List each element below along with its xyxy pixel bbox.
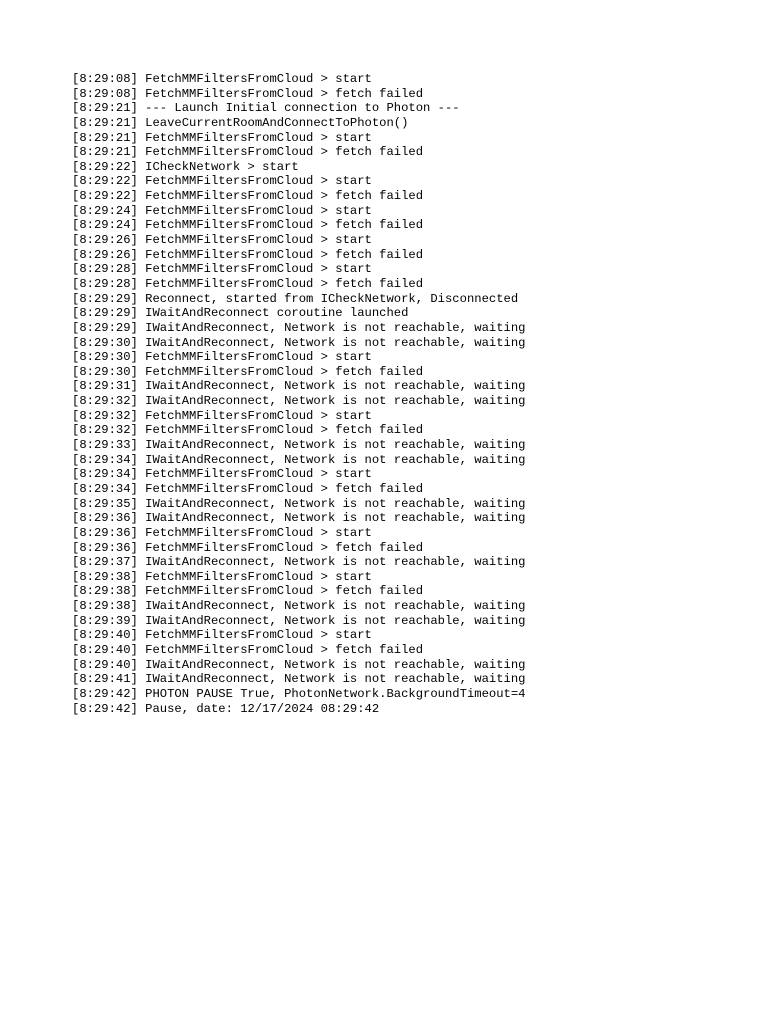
log-line: [8:29:38] FetchMMFiltersFromCloud > start xyxy=(72,569,372,584)
log-line: [8:29:21] LeaveCurrentRoomAndConnectToPhoton() xyxy=(72,115,409,130)
log-line: [8:29:08] FetchMMFiltersFromCloud > fetch failed xyxy=(72,86,424,101)
log-line: [8:29:40] FetchMMFiltersFromCloud > start xyxy=(72,628,372,643)
log-line: [8:29:36] FetchMMFiltersFromCloud > fetch failed xyxy=(72,540,424,555)
log-line: [8:29:24] FetchMMFiltersFromCloud > start xyxy=(72,203,372,218)
log-line: [8:29:39] IWaitAndReconnect, Network is not reachable, waiting xyxy=(72,613,526,628)
log-line: [8:29:36] FetchMMFiltersFromCloud > start xyxy=(72,525,372,540)
log-line: [8:29:30] IWaitAndReconnect, Network is not reachable, waiting xyxy=(72,335,526,350)
log-line: [8:29:08] FetchMMFiltersFromCloud > start xyxy=(72,72,372,86)
log-line: [8:29:42] PHOTON PAUSE True, PhotonNetwork.BackgroundTimeout=4 xyxy=(72,686,526,701)
log-line: [8:29:31] IWaitAndReconnect, Network is not reachable, waiting xyxy=(72,379,526,394)
log-line: [8:29:28] FetchMMFiltersFromCloud > fetch failed xyxy=(72,276,424,291)
log-line: [8:29:21] FetchMMFiltersFromCloud > fetch failed xyxy=(72,145,424,160)
log-line: [8:29:26] FetchMMFiltersFromCloud > start xyxy=(72,233,372,248)
log-line: [8:29:22] FetchMMFiltersFromCloud > fetch failed xyxy=(72,189,424,204)
log-line: [8:29:26] FetchMMFiltersFromCloud > fetch failed xyxy=(72,247,424,262)
log-line: [8:29:29] IWaitAndReconnect, Network is not reachable, waiting xyxy=(72,320,526,335)
log-line: [8:29:29] IWaitAndReconnect coroutine launched xyxy=(72,306,409,321)
log-line: [8:29:28] FetchMMFiltersFromCloud > start xyxy=(72,262,372,277)
log-line: [8:29:42] Pause, date: 12/17/2024 08:29:42 xyxy=(72,701,380,716)
log-line: [8:29:30] FetchMMFiltersFromCloud > start xyxy=(72,350,372,365)
log-line: [8:29:21] FetchMMFiltersFromCloud > start xyxy=(72,130,372,145)
log-line: [8:29:32] FetchMMFiltersFromCloud > start xyxy=(72,408,372,423)
log-line: [8:29:41] IWaitAndReconnect, Network is not reachable, waiting xyxy=(72,672,526,687)
log-line: [8:29:33] IWaitAndReconnect, Network is not reachable, waiting xyxy=(72,438,526,453)
log-line: [8:29:21] --- Launch Initial connection to Photon --- xyxy=(72,101,460,116)
log-line: [8:29:24] FetchMMFiltersFromCloud > fetch failed xyxy=(72,218,424,233)
log-line: [8:29:22] ICheckNetwork > start xyxy=(72,159,299,174)
log-line: [8:29:22] FetchMMFiltersFromCloud > start xyxy=(72,174,372,189)
log-line: [8:29:35] IWaitAndReconnect, Network is not reachable, waiting xyxy=(72,496,526,511)
log-line: [8:29:40] IWaitAndReconnect, Network is not reachable, waiting xyxy=(72,657,526,672)
log-line: [8:29:32] IWaitAndReconnect, Network is not reachable, waiting xyxy=(72,394,526,409)
log-line: [8:29:32] FetchMMFiltersFromCloud > fetch failed xyxy=(72,423,424,438)
log-line: [8:29:29] Reconnect, started from ICheckNetwork, Disconnected xyxy=(72,291,519,306)
log-line: [8:29:34] FetchMMFiltersFromCloud > fetch failed xyxy=(72,481,424,496)
log-line: [8:29:36] IWaitAndReconnect, Network is not reachable, waiting xyxy=(72,511,526,526)
log-line: [8:29:38] IWaitAndReconnect, Network is not reachable, waiting xyxy=(72,599,526,614)
log-line: [8:29:40] FetchMMFiltersFromCloud > fetch failed xyxy=(72,642,424,657)
log-line: [8:29:37] IWaitAndReconnect, Network is not reachable, waiting xyxy=(72,555,526,570)
log-line: [8:29:34] FetchMMFiltersFromCloud > start xyxy=(72,467,372,482)
log-line: [8:29:30] FetchMMFiltersFromCloud > fetch failed xyxy=(72,364,424,379)
log-line: [8:29:38] FetchMMFiltersFromCloud > fetch failed xyxy=(72,584,424,599)
log-line: [8:29:34] IWaitAndReconnect, Network is not reachable, waiting xyxy=(72,452,526,467)
log-text-block xyxy=(72,72,752,716)
